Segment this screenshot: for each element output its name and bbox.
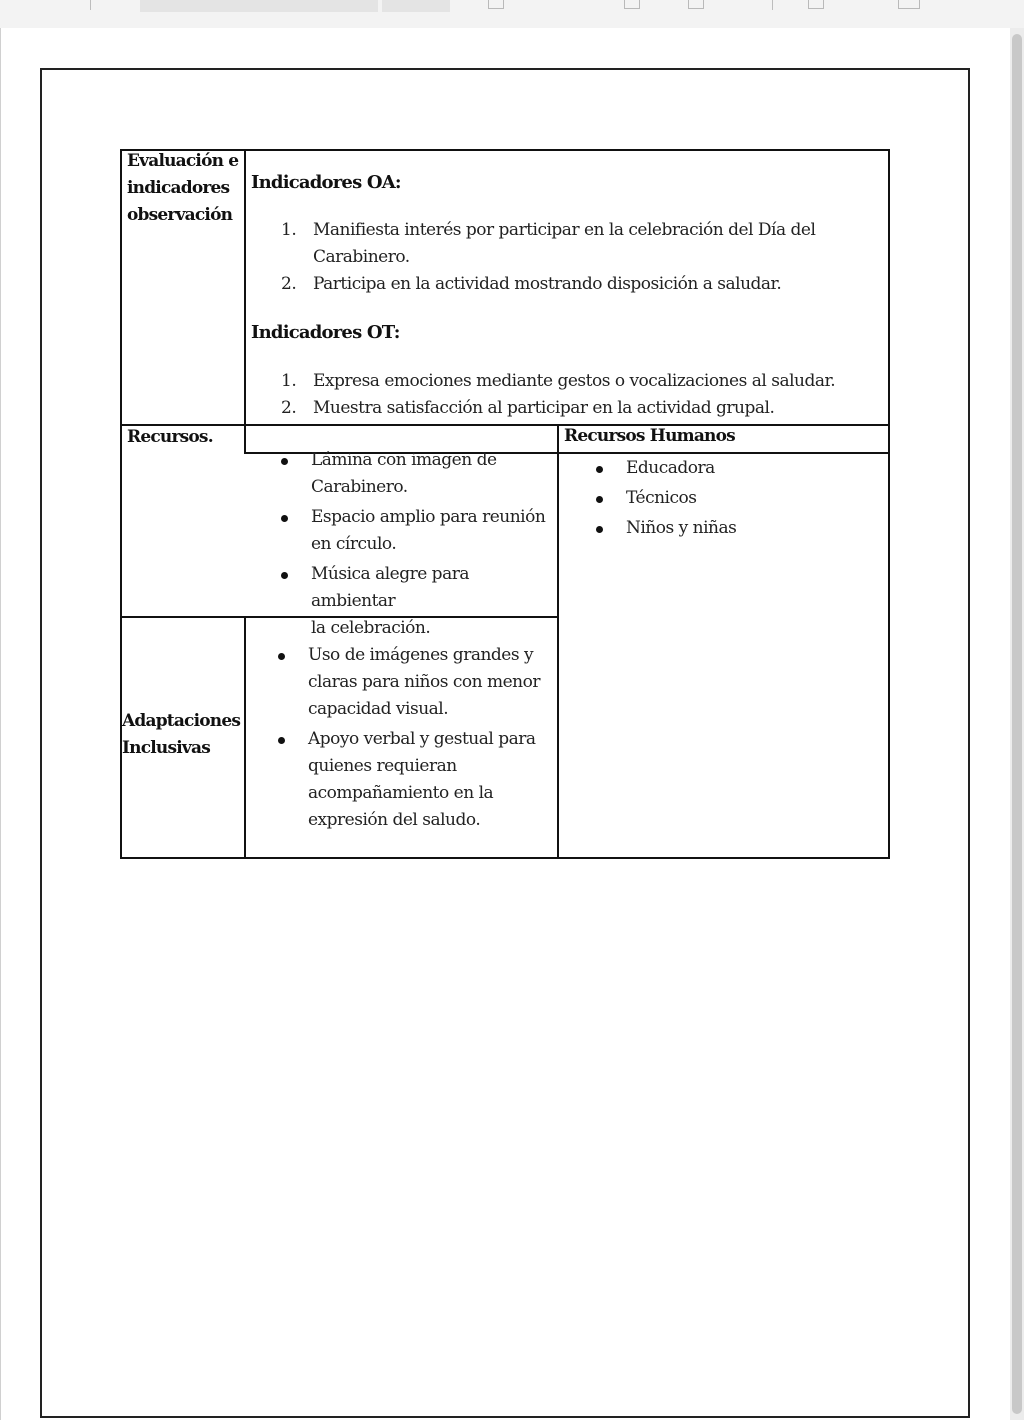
oa-heading: Indicadores OA: — [251, 172, 401, 193]
list-item — [281, 395, 873, 422]
evaluation-label-line: indicadores — [127, 178, 230, 198]
table-border — [888, 149, 890, 858]
toolbar-icon[interactable] — [808, 0, 824, 9]
evaluation-label — [127, 148, 238, 229]
human-resources-list — [626, 455, 876, 542]
list-item — [626, 455, 876, 482]
list-item — [626, 485, 876, 512]
list-item — [311, 504, 556, 558]
list-item — [281, 271, 873, 298]
adaptations-list — [308, 642, 553, 834]
list-item-text: Expresa emociones mediante gestos o vocalizaciones al saludar. — [313, 371, 836, 391]
evaluation-label-line: Evaluación e — [127, 151, 239, 171]
list-number: 1. — [281, 220, 297, 240]
scrollbar-thumb[interactable] — [1012, 34, 1022, 1414]
table-border — [557, 424, 559, 858]
list-item-text: Uso de imágenes grandes y — [308, 645, 534, 665]
list-item-text: Música alegre para ambientar — [311, 564, 469, 611]
list-item — [281, 368, 873, 395]
toolbar-tab[interactable] — [382, 0, 450, 12]
list-item-text: capacidad visual. — [308, 699, 449, 719]
list-item — [281, 217, 873, 271]
table-border — [557, 452, 890, 454]
ot-heading: Indicadores OT: — [251, 322, 400, 343]
bullet-icon — [596, 466, 603, 473]
viewer-toolbar — [0, 0, 1024, 29]
bullet-icon — [281, 572, 288, 579]
list-item-text: la celebración. — [311, 618, 431, 638]
toolbar-icon[interactable] — [898, 0, 920, 9]
table-border — [244, 616, 246, 858]
list-item-text: claras para niños con menor — [308, 672, 540, 692]
toolbar-icon[interactable] — [624, 0, 640, 9]
toolbar-tab[interactable] — [140, 0, 378, 12]
ot-indicator-list — [281, 368, 873, 422]
bullet-icon — [596, 526, 603, 533]
vertical-scrollbar[interactable] — [1010, 28, 1024, 1420]
toolbar-icon[interactable] — [688, 0, 704, 9]
resources-list — [311, 447, 556, 642]
human-resources-heading: Recursos Humanos — [564, 426, 735, 446]
toolbar-separator — [90, 0, 91, 10]
bullet-icon — [278, 653, 285, 660]
list-item — [311, 447, 556, 501]
table-border — [120, 424, 890, 426]
adaptations-label-line: Inclusivas — [122, 738, 210, 758]
list-item-text: expresión del saludo. — [308, 810, 481, 830]
evaluation-label-line: observación — [127, 205, 233, 225]
list-item-text: Apoyo verbal y gestual para — [308, 729, 536, 749]
list-number: 1. — [281, 371, 297, 391]
toolbar-icon[interactable] — [488, 0, 504, 9]
list-item-text: Carabinero. — [311, 477, 408, 497]
list-item-text: Técnicos — [626, 488, 697, 508]
list-item-text: Espacio amplio para reunión — [311, 507, 546, 527]
resources-label: Recursos. — [127, 427, 213, 447]
adaptations-label — [122, 708, 240, 762]
toolbar-separator — [772, 0, 773, 10]
list-item — [626, 515, 876, 542]
table-border — [244, 149, 246, 453]
list-number: 2. — [281, 274, 297, 294]
list-item — [308, 642, 553, 723]
list-number: 2. — [281, 398, 297, 418]
list-item-text: Muestra satisfacción al participar en la actividad grupal. — [313, 398, 775, 418]
list-item-text: en círculo. — [311, 534, 397, 554]
list-item-text: Participa en la actividad mostrando disposición a saludar. — [313, 274, 782, 294]
list-item — [311, 561, 556, 642]
list-item-text: Educadora — [626, 458, 715, 478]
list-item-text: quienes requieran — [308, 756, 457, 776]
list-item-text: Manifiesta interés por participar en la celebración del Día del — [313, 220, 816, 240]
bullet-icon — [596, 496, 603, 503]
oa-indicator-list — [281, 217, 873, 298]
table-border — [120, 857, 890, 859]
bullet-icon — [281, 515, 288, 522]
bullet-icon — [278, 737, 285, 744]
adaptations-label-line: Adaptaciones — [122, 711, 241, 731]
list-item-text: Carabinero. — [313, 247, 410, 267]
list-item-text: Niños y niñas — [626, 518, 737, 538]
list-item-text: Lámina con imagen de — [311, 450, 497, 470]
list-item — [308, 726, 553, 834]
bullet-icon — [281, 458, 288, 465]
list-item-text: acompañamiento en la — [308, 783, 494, 803]
